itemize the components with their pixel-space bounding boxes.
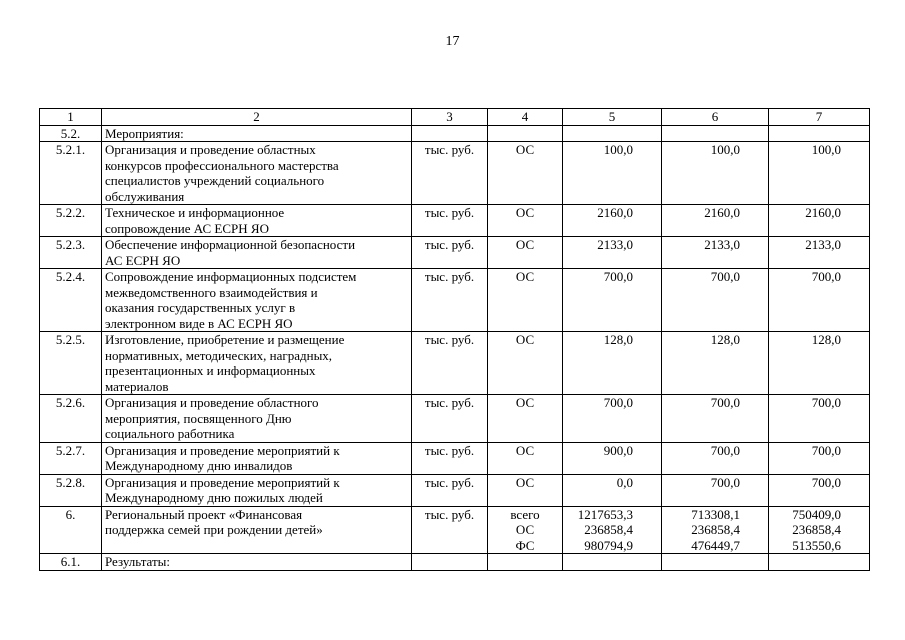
value-col7-cell-line: 236858,4 — [792, 522, 841, 537]
row-number-cell: 5.2.2. — [40, 205, 102, 237]
row-name-cell-line: оказания государственных услуг в — [105, 300, 296, 315]
funding-source-cell-line: ФС — [515, 537, 535, 553]
funding-source-cell-line: ОС — [515, 269, 535, 284]
value-col5-cell — [563, 237, 662, 269]
value-col5-cell-line: 980794,9 — [584, 537, 633, 553]
header-cell: 7 — [769, 109, 870, 126]
table-row — [40, 237, 870, 269]
value-col7-cell — [769, 554, 870, 571]
row-name-cell — [102, 125, 412, 142]
row-name-cell-line: межведомственного взаимодействия и — [105, 284, 318, 300]
row-name-cell — [102, 474, 412, 506]
unit-cell: тыс. руб. — [412, 142, 488, 205]
value-col7-cell-line: 100,0 — [811, 142, 841, 157]
page-number: 17 — [445, 34, 460, 49]
unit-cell — [412, 125, 488, 142]
value-col6-cell-line: 2160,0 — [704, 205, 740, 220]
table-body — [40, 109, 870, 571]
value-col5-cell — [563, 442, 662, 474]
value-col7-cell-line: 700,0 — [811, 474, 841, 490]
value-col6-cell — [662, 442, 769, 474]
row-number-cell: 5.2.3. — [40, 237, 102, 269]
header-cell: 5 — [563, 109, 662, 126]
table-row — [40, 442, 870, 474]
unit-cell: тыс. руб. — [412, 237, 488, 269]
unit-cell: тыс. руб. — [412, 269, 488, 332]
row-name-cell-line: поддержка семей при рождении детей» — [105, 522, 323, 537]
row-number-cell: 6. — [40, 506, 102, 554]
value-col6-cell — [662, 395, 769, 443]
value-col5-cell — [563, 554, 662, 571]
row-name-cell-line: Региональный проект «Финансовая — [105, 506, 303, 522]
row-name-cell-line: Международному дню пожилых людей — [105, 490, 323, 505]
header-cell: 4 — [488, 109, 563, 126]
row-name-cell-line: Организация и проведение областных — [105, 142, 316, 157]
funding-source-cell-line: ОС — [515, 442, 535, 458]
value-col5-cell — [563, 474, 662, 506]
value-col6-cell-line: 128,0 — [710, 332, 740, 347]
funding-source-cell — [488, 442, 563, 474]
row-name-cell — [102, 554, 412, 571]
row-name-cell-line: нормативных, методических, наградных, — [105, 347, 333, 363]
value-col5-cell — [563, 395, 662, 443]
funding-source-cell — [488, 332, 563, 395]
value-col6-cell — [662, 506, 769, 554]
unit-cell: тыс. руб. — [412, 474, 488, 506]
value-col7-cell-line: 2160,0 — [805, 205, 841, 220]
funding-source-cell-line: ОС — [515, 474, 535, 490]
funding-source-cell-line: всего — [510, 506, 540, 522]
funding-source-cell-line: ОС — [515, 332, 535, 347]
value-col5-cell-line: 900,0 — [603, 442, 633, 458]
value-col6-cell — [662, 554, 769, 571]
unit-cell: тыс. руб. — [412, 442, 488, 474]
funding-source-cell-line: ОС — [515, 142, 535, 157]
row-name-cell — [102, 237, 412, 269]
row-number-cell: 5.2.1. — [40, 142, 102, 205]
value-col6-cell — [662, 125, 769, 142]
funding-source-cell — [488, 269, 563, 332]
row-number-cell: 5.2.6. — [40, 395, 102, 443]
unit-cell — [412, 554, 488, 571]
value-col7-cell — [769, 332, 870, 395]
header-cell: 1 — [40, 109, 102, 126]
funding-source-cell — [488, 506, 563, 554]
row-number-cell: 5.2.7. — [40, 442, 102, 474]
funding-source-cell — [488, 205, 563, 237]
value-col5-cell-line: 700,0 — [603, 269, 633, 284]
value-col6-cell — [662, 269, 769, 332]
value-col7-cell-line: 128,0 — [811, 332, 841, 347]
funding-source-cell-line: ОС — [515, 205, 535, 220]
row-name-cell-line: материалов — [105, 378, 169, 394]
unit-cell: тыс. руб. — [412, 395, 488, 443]
value-col5-cell — [563, 125, 662, 142]
row-name-cell — [102, 205, 412, 237]
value-col7-cell — [769, 442, 870, 474]
row-name-cell-line: Международному дню инвалидов — [105, 458, 293, 473]
value-col6-cell — [662, 142, 769, 205]
funding-source-cell — [488, 125, 563, 142]
row-name-cell-line: АС ЕСРН ЯО — [105, 252, 181, 268]
row-name-cell-line: Изготовление, приобретение и размещение — [105, 332, 345, 347]
table-row — [40, 142, 870, 205]
value-col5-cell-line: 100,0 — [603, 142, 633, 157]
table-header-row — [40, 109, 870, 126]
value-col6-cell-line: 2133,0 — [704, 237, 740, 252]
value-col6-cell-line: 700,0 — [710, 269, 740, 284]
unit-cell: тыс. руб. — [412, 506, 488, 554]
row-number-cell: 5.2. — [40, 125, 102, 142]
value-col5-cell-line: 2133,0 — [597, 237, 633, 252]
table-row — [40, 332, 870, 395]
row-number-cell: 6.1. — [40, 554, 102, 571]
unit-cell: тыс. руб. — [412, 332, 488, 395]
value-col7-cell — [769, 237, 870, 269]
row-name-cell-line: Организация и проведение мероприятий к — [105, 474, 340, 490]
value-col5-cell-line: 0,0 — [616, 474, 633, 490]
value-col5-cell — [563, 205, 662, 237]
value-col7-cell-line: 513550,6 — [792, 537, 841, 553]
row-name-cell-line: Обеспечение информационной безопасности — [105, 237, 356, 252]
row-name-cell-line: специалистов учреждений социального — [105, 173, 325, 188]
row-name-cell — [102, 442, 412, 474]
value-col6-cell-line: 700,0 — [710, 474, 740, 490]
value-col6-cell-line: 100,0 — [710, 142, 740, 157]
value-col7-cell — [769, 506, 870, 554]
funding-source-cell-line: ОС — [515, 522, 535, 537]
value-col7-cell — [769, 205, 870, 237]
value-col5-cell-line: 700,0 — [603, 395, 633, 410]
value-col7-cell-line: 700,0 — [811, 442, 841, 458]
value-col5-cell — [563, 506, 662, 554]
table-row — [40, 125, 870, 142]
value-col5-cell — [563, 142, 662, 205]
header-cell: 6 — [662, 109, 769, 126]
budget-table — [39, 108, 870, 571]
value-col6-cell — [662, 474, 769, 506]
funding-source-cell — [488, 395, 563, 443]
value-col7-cell-line: 2133,0 — [805, 237, 841, 252]
row-name-cell — [102, 395, 412, 443]
table-row — [40, 506, 870, 554]
row-name-cell — [102, 506, 412, 554]
value-col7-cell-line: 700,0 — [811, 395, 841, 410]
value-col6-cell-line: 236858,4 — [691, 522, 740, 537]
value-col6-cell-line: 713308,1 — [691, 506, 740, 522]
value-col7-cell — [769, 125, 870, 142]
table-row — [40, 205, 870, 237]
table-row — [40, 554, 870, 571]
value-col5-cell-line: 2160,0 — [597, 205, 633, 220]
value-col5-cell-line: 236858,4 — [584, 522, 633, 537]
value-col7-cell — [769, 142, 870, 205]
value-col6-cell-line: 700,0 — [710, 395, 740, 410]
row-name-cell-line: Сопровождение информационных подсистем — [105, 269, 357, 284]
table-row — [40, 269, 870, 332]
funding-source-cell — [488, 237, 563, 269]
funding-source-cell-line: ОС — [515, 237, 535, 252]
table-row — [40, 395, 870, 443]
row-name-cell-line: социального работника — [105, 426, 235, 441]
header-cell: 3 — [412, 109, 488, 126]
row-name-cell — [102, 142, 412, 205]
row-name-cell-line: электронном виде в АС ЕСРН ЯО — [105, 315, 293, 331]
row-name-cell-line: Результаты: — [105, 554, 170, 569]
unit-cell: тыс. руб. — [412, 205, 488, 237]
row-name-cell-line: Мероприятия: — [105, 125, 184, 141]
value-col6-cell — [662, 205, 769, 237]
row-name-cell-line: обслуживания — [105, 188, 185, 204]
row-name-cell-line: мероприятия, посвященного Дню — [105, 410, 292, 426]
funding-source-cell — [488, 142, 563, 205]
row-number-cell: 5.2.5. — [40, 332, 102, 395]
row-number-cell: 5.2.4. — [40, 269, 102, 332]
row-name-cell-line: конкурсов профессионального мастерства — [105, 157, 339, 173]
row-name-cell — [102, 269, 412, 332]
row-name-cell-line: Организация и проведение областного — [105, 395, 319, 410]
funding-source-cell-line: ОС — [515, 395, 535, 410]
funding-source-cell — [488, 474, 563, 506]
value-col7-cell — [769, 395, 870, 443]
row-name-cell-line: сопровождение АС ЕСРН ЯО — [105, 220, 269, 236]
value-col5-cell — [563, 269, 662, 332]
value-col6-cell-line: 476449,7 — [691, 537, 740, 553]
value-col5-cell — [563, 332, 662, 395]
value-col5-cell-line: 1217653,3 — [577, 506, 633, 522]
row-name-cell — [102, 332, 412, 395]
value-col5-cell-line: 128,0 — [603, 332, 633, 347]
value-col7-cell-line: 700,0 — [811, 269, 841, 284]
table-row — [40, 474, 870, 506]
value-col6-cell — [662, 332, 769, 395]
value-col7-cell — [769, 474, 870, 506]
row-name-cell-line: Техническое и информационное — [105, 205, 285, 220]
row-name-cell-line: презентационных и информационных — [105, 363, 316, 378]
value-col7-cell — [769, 269, 870, 332]
funding-source-cell — [488, 554, 563, 571]
value-col6-cell-line: 700,0 — [710, 442, 740, 458]
value-col6-cell — [662, 237, 769, 269]
header-cell: 2 — [102, 109, 412, 126]
row-number-cell: 5.2.8. — [40, 474, 102, 506]
row-name-cell-line: Организация и проведение мероприятий к — [105, 442, 340, 458]
value-col7-cell-line: 750409,0 — [792, 506, 841, 522]
